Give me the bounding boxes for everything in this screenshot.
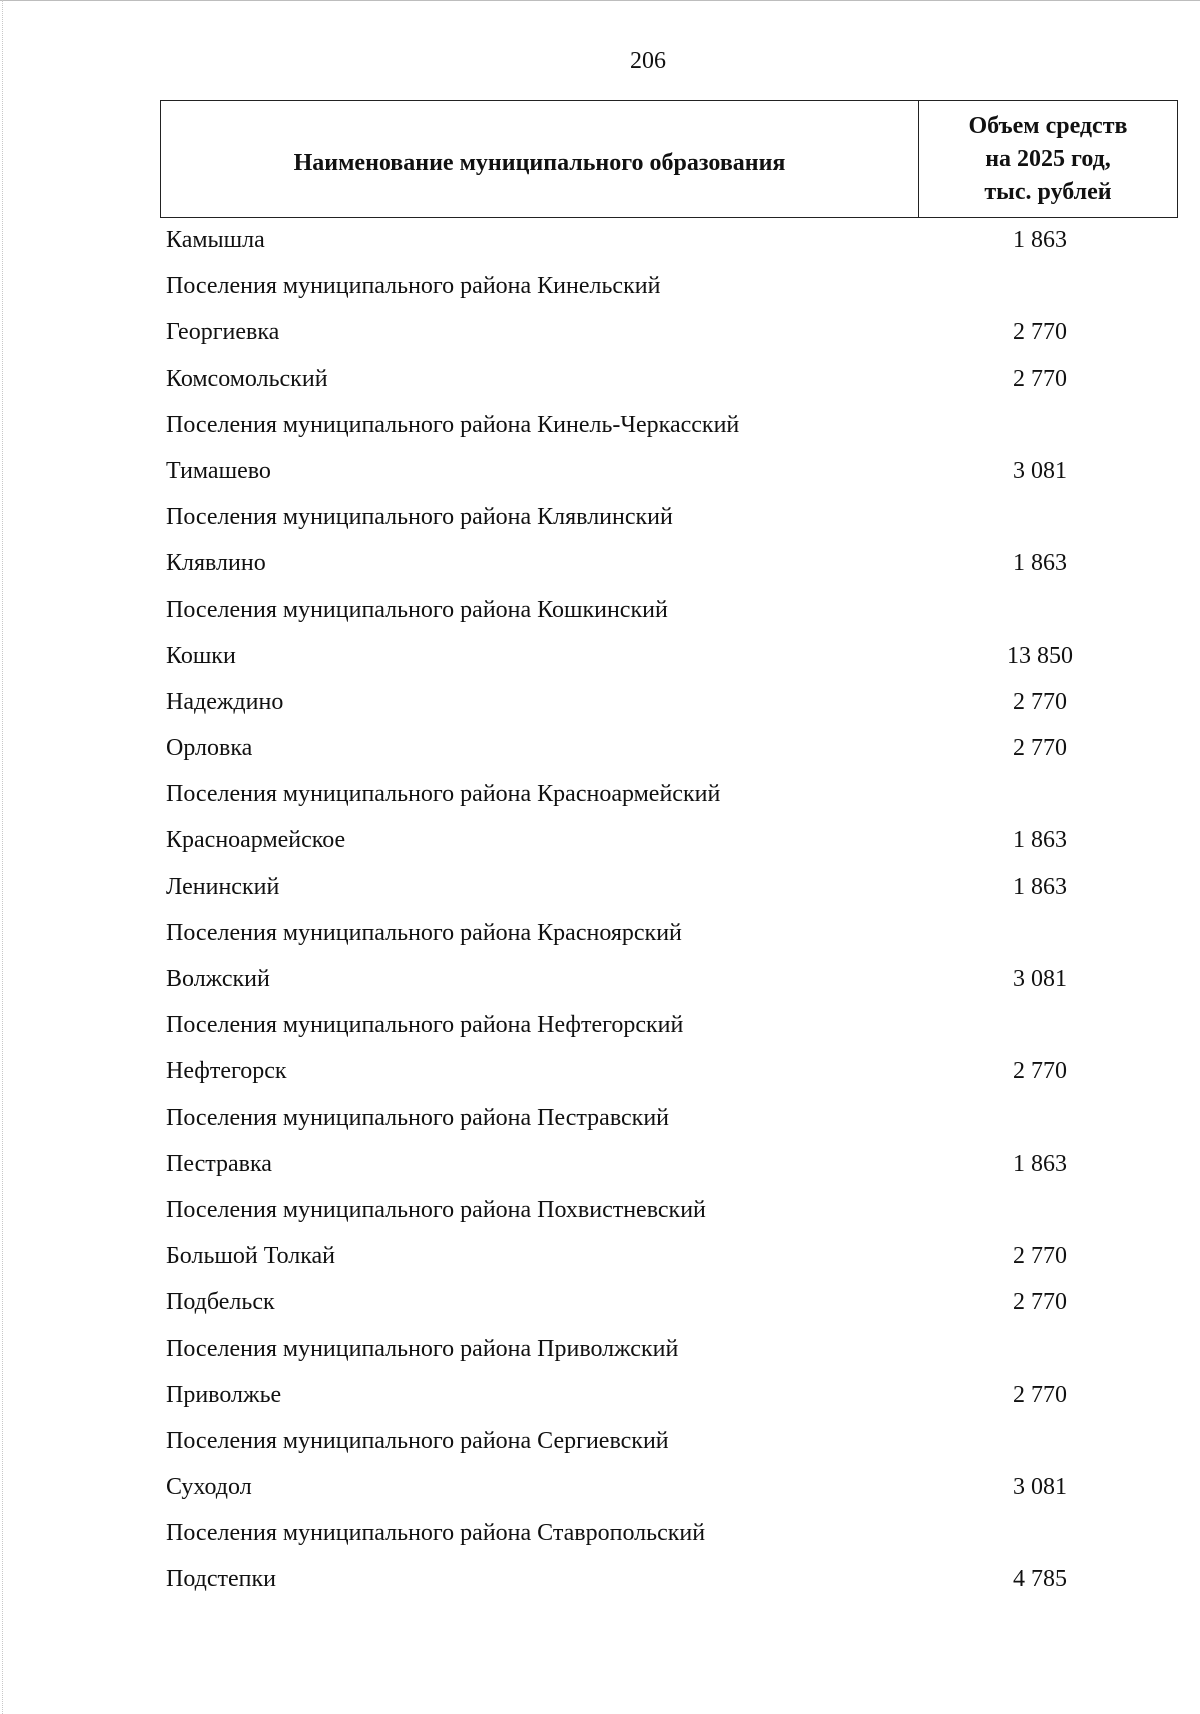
row-amount: 2 770 <box>1013 1058 1067 1085</box>
row-name: Нефтегорск <box>166 1058 287 1085</box>
table-row <box>0 1050 1200 1096</box>
table-row <box>0 1143 1200 1189</box>
page-number: 206 <box>630 48 666 74</box>
table-row <box>0 404 1200 450</box>
row-name: Поселения муниципального района Кошкинский <box>166 596 668 623</box>
row-amount: 13 850 <box>1007 642 1073 669</box>
row-amount: 2 770 <box>1013 688 1067 715</box>
table-row <box>0 1004 1200 1050</box>
table-row <box>0 1097 1200 1143</box>
row-name: Поселения муниципального района Красноармейский <box>166 781 721 808</box>
row-amount: 1 863 <box>1013 873 1067 900</box>
row-name: Поселения муниципального района Кинель-Черкасский <box>166 411 740 438</box>
row-amount: 2 770 <box>1013 1289 1067 1316</box>
row-name: Пестравка <box>166 1150 272 1177</box>
row-amount: 1 863 <box>1013 227 1067 253</box>
table-row <box>0 311 1200 357</box>
column-header-name: Наименование муниципального образования <box>161 101 919 217</box>
row-amount: 1 863 <box>1013 550 1067 577</box>
row-name: Поселения муниципального района Ставропольский <box>166 1520 706 1547</box>
row-name: Камышла <box>166 227 265 253</box>
row-name: Подстепки <box>166 1566 276 1593</box>
row-name: Орловка <box>166 735 253 762</box>
table-row <box>0 727 1200 773</box>
table-row <box>0 542 1200 588</box>
row-name: Поселения муниципального района Сергиевский <box>166 1427 669 1454</box>
row-amount: 2 770 <box>1013 1381 1067 1408</box>
table-row <box>0 496 1200 542</box>
table-row <box>0 1420 1200 1466</box>
table-row <box>0 358 1200 404</box>
row-name: Ленинский <box>166 873 280 900</box>
row-name: Поселения муниципального района Нефтегорский <box>166 1012 684 1039</box>
table-row <box>0 589 1200 635</box>
row-name: Большой Толкай <box>166 1243 336 1270</box>
row-name: Кошки <box>166 642 236 669</box>
column-header-amount: Объем средств на 2025 год, тыс. рублей <box>968 112 1128 205</box>
row-name: Поселения муниципального района Клявлинский <box>166 504 673 531</box>
row-amount: 3 081 <box>1013 966 1067 992</box>
row-name: Тимашево <box>166 457 271 484</box>
table-body <box>0 219 1200 1605</box>
table-row <box>0 635 1200 681</box>
row-name: Клявлино <box>166 550 266 577</box>
table-row <box>0 1189 1200 1235</box>
row-amount: 3 081 <box>1013 1474 1067 1501</box>
table-row <box>0 1512 1200 1558</box>
table-row <box>0 1558 1200 1604</box>
table-row <box>0 1281 1200 1327</box>
row-name: Поселения муниципального района Пестравский <box>166 1104 670 1131</box>
scan-edge-top <box>0 0 1200 1</box>
table-row <box>0 450 1200 496</box>
table-row <box>0 1235 1200 1281</box>
table-row <box>0 1374 1200 1420</box>
row-amount: 2 770 <box>1013 365 1067 392</box>
row-name: Георгиевка <box>166 319 280 346</box>
row-amount: 1 863 <box>1013 827 1067 854</box>
row-amount: 2 770 <box>1013 1243 1067 1270</box>
table-row <box>0 773 1200 819</box>
table-header <box>160 100 1178 218</box>
row-amount: 3 081 <box>1013 457 1067 484</box>
table-row <box>0 912 1200 958</box>
table-row <box>0 681 1200 727</box>
row-name: Суходол <box>166 1474 252 1501</box>
row-name: Поселения муниципального района Похвистневский <box>166 1196 706 1223</box>
table-row <box>0 866 1200 912</box>
row-name: Комсомольский <box>166 365 328 392</box>
row-amount: 1 863 <box>1013 1150 1067 1177</box>
table-row <box>0 819 1200 865</box>
row-name: Подбельск <box>166 1289 275 1316</box>
row-amount: 4 785 <box>1013 1566 1067 1593</box>
table-row <box>0 1466 1200 1512</box>
table-row <box>0 958 1200 1004</box>
row-amount: 2 770 <box>1013 319 1067 346</box>
row-name: Надеждино <box>166 688 284 715</box>
row-amount: 2 770 <box>1013 735 1067 762</box>
table-row <box>0 219 1200 265</box>
table-row <box>0 1328 1200 1374</box>
row-name: Поселения муниципального района Красноярский <box>166 919 682 946</box>
row-name: Красноармейское <box>166 827 346 854</box>
row-name: Приволжье <box>166 1381 282 1408</box>
table-row <box>0 265 1200 311</box>
row-name: Волжский <box>166 966 270 992</box>
row-name: Поселения муниципального района Кинельский <box>166 273 661 300</box>
row-name: Поселения муниципального района Приволжский <box>166 1335 679 1362</box>
